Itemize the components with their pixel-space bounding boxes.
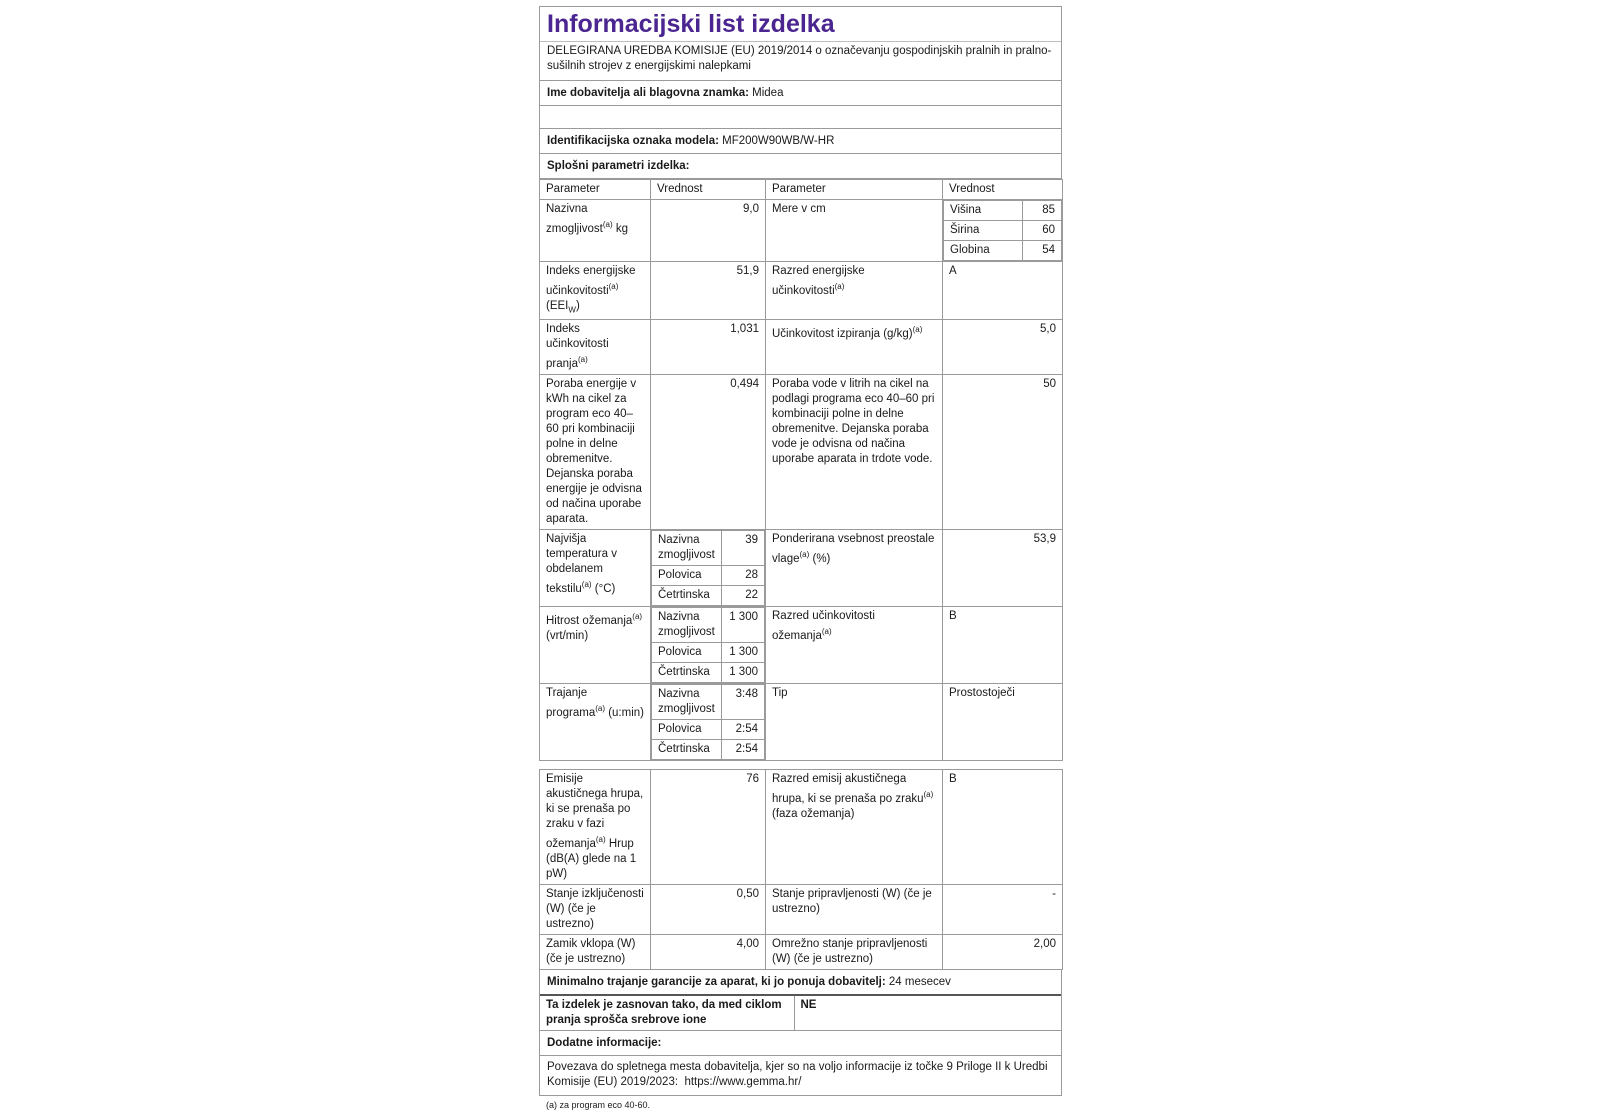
general-params-row bbox=[540, 153, 1061, 178]
temp-full-label: Nazivna zmogljivost bbox=[652, 530, 722, 565]
product-information-sheet bbox=[539, 6, 1062, 1114]
dimensions-cell bbox=[943, 200, 1063, 262]
table-gap bbox=[539, 761, 1062, 769]
width-value: 60 bbox=[1023, 221, 1062, 241]
header-parameter: Parameter bbox=[540, 180, 651, 200]
supplier-label: Ime dobavitelja ali blagovna znamka: bbox=[547, 87, 749, 99]
header-value: Vrednost bbox=[651, 180, 766, 200]
duration-cell bbox=[651, 683, 766, 760]
spin-class-label: Razred učinkovitosti ožemanja$^{(a)}$ bbox=[766, 606, 943, 683]
table-row bbox=[540, 529, 1063, 606]
table-row bbox=[540, 683, 1063, 760]
energy-class-label: Razred energijske učinkovitosti$^{(a)}$ bbox=[766, 262, 943, 320]
parameters-table bbox=[539, 179, 1063, 761]
model-row bbox=[540, 128, 1061, 153]
width-label: Širina bbox=[944, 221, 1023, 241]
standby-value: - bbox=[943, 884, 1063, 934]
additional-info-label: Dodatne informacije: bbox=[547, 1036, 662, 1049]
temperature-label: Najvišja temperatura v obdelanem tekstilu$^{(a)}$ (°C) bbox=[540, 529, 651, 606]
height-label: Višina bbox=[944, 201, 1023, 221]
duration-full-label: Nazivna zmogljivost bbox=[652, 684, 722, 719]
duration-table bbox=[651, 684, 765, 760]
water-value: 50 bbox=[943, 374, 1063, 529]
additional-info-row bbox=[540, 1031, 1061, 1055]
spin-class-value: B bbox=[943, 606, 1063, 683]
wash-index-label: Indeks učinkovitosti pranja$^{(a)}$ bbox=[540, 320, 651, 375]
spin-cell bbox=[651, 606, 766, 683]
header-parameter-2: Parameter bbox=[766, 180, 943, 200]
page-title: Informacijski list izdelka bbox=[547, 10, 835, 38]
warranty-label: Minimalno trajanje garancije za aparat, ki jo ponuja dobavitelj: bbox=[547, 975, 886, 988]
energy-value: 0,494 bbox=[651, 374, 766, 529]
silver-value: NE bbox=[794, 996, 1061, 1031]
type-label: Tip bbox=[766, 683, 943, 760]
noise-class-value: B bbox=[943, 769, 1063, 884]
spin-quarter-value: 1 300 bbox=[721, 662, 764, 682]
dimensions-table bbox=[943, 200, 1062, 261]
supplier-link[interactable]: https://www.gemma.hr/ bbox=[684, 1075, 802, 1088]
eei-value: 51,9 bbox=[651, 262, 766, 320]
noise-label: Emisije akustičnega hrupa, ki se prenaša po zraku v fazi ožemanja$^{(a)}$ Hrup (dB(A) glede na 1 pW) bbox=[540, 769, 651, 884]
spin-full-label: Nazivna zmogljivost bbox=[652, 607, 722, 642]
network-value: 2,00 bbox=[943, 934, 1063, 969]
capacity-label: Nazivna zmogljivost$^{(a)}$ kg bbox=[540, 200, 651, 262]
table-row bbox=[540, 200, 1063, 262]
temp-half-value: 28 bbox=[721, 565, 764, 585]
moisture-label: Ponderirana vsebnost preostale vlage$^{(a)}$ (%) bbox=[766, 529, 943, 606]
moisture-value: 53,9 bbox=[943, 529, 1063, 606]
capacity-value: 9,0 bbox=[651, 200, 766, 262]
duration-label: Trajanje programa$^{(a)}$ (u:min) bbox=[540, 683, 651, 760]
table-row bbox=[540, 934, 1063, 969]
table-row bbox=[540, 320, 1063, 375]
off-mode-value: 0,50 bbox=[651, 884, 766, 934]
duration-half-value: 2:54 bbox=[721, 719, 764, 739]
delay-value: 4,00 bbox=[651, 934, 766, 969]
model-label: Identifikacijska oznaka modela: bbox=[547, 135, 719, 147]
off-mode-label: Stanje izključenosti (W) (če je ustrezno) bbox=[540, 884, 651, 934]
table-row bbox=[540, 884, 1063, 934]
energy-label: Poraba energije v kWh na cikel za program eco 40–60 pri kombinaciji polne in delne obremenitve. Dejanska poraba energije je odvisna od načina uporabe aparata. bbox=[540, 374, 651, 529]
delay-label: Zamik vklopa (W) (če je ustrezno) bbox=[540, 934, 651, 969]
noise-value: 76 bbox=[651, 769, 766, 884]
table-row bbox=[540, 262, 1063, 320]
energy-class-value: A bbox=[943, 262, 1063, 320]
network-label: Omrežno stanje pripravljenosti (W) (če je ustrezno) bbox=[766, 934, 943, 969]
depth-label: Globina bbox=[944, 241, 1023, 261]
table-header-row bbox=[540, 180, 1063, 200]
temperature-table bbox=[651, 530, 765, 606]
water-label: Poraba vode v litrih na cikel na podlagi programa eco 40–60 pri kombinaciji polne in delne obremenitve. Dejanska poraba vode je odvisna od načina uporabe aparata in trdote vode. bbox=[766, 374, 943, 529]
rinse-value: 5,0 bbox=[943, 320, 1063, 375]
silver-label: Ta izdelek je zasnovan tako, da med ciklom pranja sprošča srebrove ione bbox=[540, 996, 794, 1031]
duration-quarter-label: Četrtinska bbox=[652, 739, 722, 759]
silver-row bbox=[540, 996, 1061, 1031]
sheet-footer bbox=[539, 970, 1062, 1096]
duration-quarter-value: 2:54 bbox=[721, 739, 764, 759]
regulation-subtitle: DELEGIRANA UREDBA KOMISIJE (EU) 2019/2014 o označevanju gospodinjskih pralnih in pralno-sušilnih strojev z energijskimi nalepkami bbox=[540, 41, 1061, 80]
sheet-header bbox=[539, 6, 1062, 179]
empty-row bbox=[540, 105, 1061, 128]
eei-label: Indeks energijske učinkovitosti$^{(a)}$ $(EEI_W)$ bbox=[540, 262, 651, 320]
depth-value: 54 bbox=[1023, 241, 1062, 261]
silver-table bbox=[540, 996, 1061, 1031]
spin-label: Hitrost ožemanja$^{(a)}$ (vrt/min) bbox=[540, 606, 651, 683]
supplier-value: Midea bbox=[752, 87, 784, 99]
table-row bbox=[540, 606, 1063, 683]
temp-quarter-label: Četrtinska bbox=[652, 585, 722, 605]
temp-half-label: Polovica bbox=[652, 565, 722, 585]
table-row bbox=[540, 769, 1063, 884]
footnote: (a) za program eco 40-60. bbox=[546, 1099, 651, 1110]
general-params-label: Splošni parametri izdelka: bbox=[547, 160, 690, 172]
dimensions-label: Mere v cm bbox=[766, 200, 943, 262]
model-value: MF200W90WB/W-HR bbox=[722, 135, 835, 147]
warranty-row bbox=[540, 970, 1061, 996]
temperature-cell bbox=[651, 529, 766, 606]
spin-full-value: 1 300 bbox=[721, 607, 764, 642]
temp-full-value: 39 bbox=[721, 530, 764, 565]
supplier-row bbox=[540, 80, 1061, 105]
rinse-label: Učinkovitost izpiranja $(g/kg)^{(a)}$ bbox=[766, 320, 943, 375]
header-value-2: Vrednost bbox=[943, 180, 1063, 200]
table-row bbox=[540, 374, 1063, 529]
spin-quarter-label: Četrtinska bbox=[652, 662, 722, 682]
warranty-value: 24 mesecev bbox=[888, 975, 951, 988]
parameters-table-2 bbox=[539, 769, 1063, 970]
duration-full-value: 3:48 bbox=[721, 684, 764, 719]
spin-table bbox=[651, 607, 765, 683]
wash-index-value: 1,031 bbox=[651, 320, 766, 375]
supplier-link-text: Povezava do spletnega mesta dobavitelja, kjer so na voljo informacije iz točke 9 Priloge II k Uredbi Komisije (EU) 2019/2023: https://www.gemma.hr/ bbox=[540, 1055, 1061, 1095]
noise-class-label: Razred emisij akustičnega hrupa, ki se prenaša po zraku$^{(a)}$ (faza ožemanja) bbox=[766, 769, 943, 884]
spin-half-label: Polovica bbox=[652, 642, 722, 662]
spin-half-value: 1 300 bbox=[721, 642, 764, 662]
temp-quarter-value: 22 bbox=[721, 585, 764, 605]
height-value: 85 bbox=[1023, 201, 1062, 221]
duration-half-label: Polovica bbox=[652, 719, 722, 739]
type-value: Prostostoječi bbox=[943, 683, 1063, 760]
standby-label: Stanje pripravljenosti (W) (če je ustrezno) bbox=[766, 884, 943, 934]
